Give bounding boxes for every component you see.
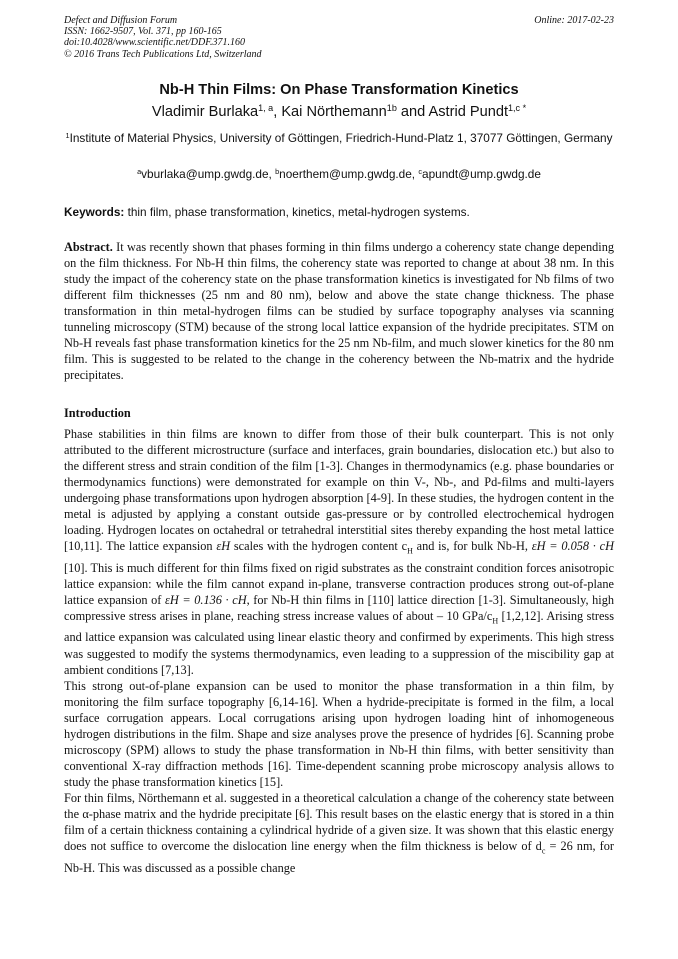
email-superscript: a [137,166,142,176]
author-superscript: 1, a [258,103,274,114]
affiliation-superscript: 1 [65,130,70,140]
author-separator: and [396,104,429,120]
author-superscript: 1b [386,103,397,114]
email-line [0,167,678,181]
copyright-line: © 2016 Trans Tech Publications Ltd, Switzerland [64,48,262,60]
paragraph-text: [10]. This is much different for thin films fixed on rigid substrates as the constraint condition forces anisotropic lattice expansion: while the film cannot expand in-plane, transverse contraction produces strong out-of-plane lattice expansion of [64,560,614,607]
author-name: Kai Nörthemann [281,104,387,120]
email-superscript: c [418,166,423,176]
abstract [64,239,614,383]
email-address[interactable]: noerthem@ump.gwdg.de, [279,167,419,181]
paragraph-text: For thin films, Nörthemann et al. suggested in a theoretical calculation a change of the coherency state between the α-phase matrix and the hydride precipitate [6]. This result bases on the elastic energy that is stored in a thin film of a certain thickness containing a cylindrical hydride of a given size. It was shown that this elastic energy does not suffice to overcome the dislocation line energy when the film thickness is below of d [64,790,614,854]
email-address[interactable]: apundt@ump.gwdg.de [422,167,541,181]
paragraph: This strong out-of-plane expansion can be used to monitor the phase transformation in a thin film, by monitoring the film surface topography [6,14-16]. When a hydride-precipitate is formed in the film, a local surface corrugation appears. Local corrugations arising upon hydrogen loading hint of inhomogeneous hydrogen distributions in the film. Shape and size analyses prove the presence of hydrides [6]. Scanning probe microscopy (SPM) allows to study the phase transformation in Nb-H thin films, with better sensitivity than conventional X-ray diffraction methods [16]. Time-dependent scanning probe microscopy analysis allows to study the phase transformation kinetics [15]. [64,678,614,789]
paragraph [64,790,614,876]
paragraph-text: and is, for bulk Nb-H, [412,539,532,554]
email-superscript: b [275,166,280,176]
author-separator: , [273,104,282,120]
paragraph-text: [1,2,12]. Arising stress and lattice expansion was calculated using linear elastic theory and confirmed by experiments. This high stress was suggested to modify the systems thermodynamics, even leading to a suppression of the miscibility gap at ambient conditions [7,13]. [64,608,614,677]
author-name: Astrid Pundt [428,104,509,120]
paper-title: Nb-H Thin Films: On Phase Transformation Kinetics [159,82,519,98]
affiliation-text: Institute of Material Physics, University of Göttingen, Friedrich-Hund-Platz 1, 37077 Göttingen, Germany [69,131,613,145]
affiliation [64,130,614,147]
paragraph-text: scales with the hydrogen content c [230,539,408,554]
author-name: Vladimir Burlaka [151,104,259,120]
inline-equation: εH = 0.136 · cH [165,592,247,607]
issn-line: ISSN: 1662-9507, Vol. 371, pp 160-165 [64,26,222,38]
subscript: H [407,546,413,556]
keywords [64,205,470,219]
author-superscript: 1,c * [508,103,527,114]
subscript: H [492,616,499,626]
abstract-text: It was recently shown that phases forming in thin films undergo a coherency state change depending on the film thickness. For Nb-H thin films, the coherency state was reported to change at about 38 nm. In this study the impact of the coherency state on the phase transformation kinetics is investigated for Nb films of two different film thicknesses (25 nm and 80 nm), below and above the state change thickness. The phase transformation in thin metal-hydrogen films can be studied by surface topography analyses via scanning tunneling microscopy (STM) because of the strong local lattice expansion of the hydride precipitates. STM on Nb-H reveals fast phase transformation kinetics for the 25 nm Nb-film, and much slower kinetics for the 80 nm film. This is suggested to be related to the change in the coherency between the Nb-matrix and the hydride precipitates. [64,240,614,383]
introduction-body [64,426,614,876]
author-line [0,104,678,120]
paragraph-text: = 26 nm, for Nb-H. This was discussed as a possible change [64,839,614,875]
email-address[interactable]: vburlaka@ump.gwdg.de, [141,167,276,181]
inline-equation: εH = 0.058 · cH [531,539,614,554]
keywords-label: Keywords: [64,205,125,219]
subscript: c [541,846,546,856]
inline-math: εH [216,539,231,554]
journal-name: Defect and Diffusion Forum [64,15,178,26]
paragraph-text: , for Nb-H thin films in [110] lattice direction [1-3]. Simultaneously, high compressive stress arises in plane, reaching stress increase values of about – 10 GPa/c [64,592,614,623]
introduction-heading: Introduction [64,406,131,420]
keywords-text: thin film, phase transformation, kinetics, metal-hydrogen systems. [124,205,470,219]
doi-line: doi:10.4028/www.scientific.net/DDF.371.160 [64,37,246,49]
paragraph-text: Phase stabilities in thin films are known to differ from those of their bulk counterpart. This is not only attributed to the different microstructure (surface and interfaces, grain boundaries, dislocation etc.) but also to the different stress and strain condition of the film [1-3]. Changes in thermodynamics (e.g. phase boundaries or thermodynamics functions) were demonstrated for example on thin V-, Nb-, and Pd-films and multi-layers undergoing phase transformations upon hydrogen absorption [4-9]. In these studies, the hydrogen content in the metal is adjusted by applying a constant outside gas-pressure or by controlled electrochemical hydrogen loading. Hydrogen locates on octahedral or tetrahedral interstitial sites thereby expanding the host metal lattice [10,11]. The lattice expansion [64,427,614,554]
abstract-label: Abstract. [64,240,113,254]
paragraph [64,426,614,678]
online-date: Online: 2017-02-23 [534,15,614,26]
journal-header [64,15,262,60]
